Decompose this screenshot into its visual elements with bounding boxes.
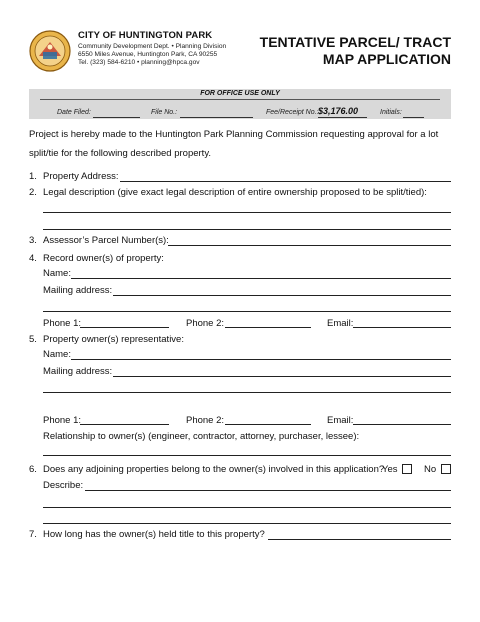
initials-label: Initials: <box>380 109 402 116</box>
org-address: 6550 Miles Avenue, Huntington Park, CA 90255 <box>78 51 218 58</box>
item-number: 2. <box>29 187 37 198</box>
date-filed-field[interactable] <box>93 117 140 118</box>
legal-description-label: Legal description (give exact legal description of entire ownership proposed to be split/tied): <box>43 187 427 198</box>
owner-phone2-label: Phone 2: <box>186 318 225 329</box>
owner-mailing-field-2[interactable] <box>43 311 451 312</box>
owner-name-label: Name: <box>43 268 71 279</box>
owner-email-field[interactable] <box>353 327 451 328</box>
rep-phone1-label: Phone 1: <box>43 415 82 426</box>
fee-field[interactable] <box>318 117 367 118</box>
file-no-label: File No.: <box>151 109 178 116</box>
apn-field[interactable] <box>168 245 451 246</box>
rep-email-label: Email: <box>327 415 354 426</box>
fee-value: $3,176.00 <box>318 106 359 116</box>
title-held-field[interactable] <box>268 539 451 540</box>
office-use-heading: FOR OFFICE USE ONLY <box>200 90 280 97</box>
owner-phone1-label: Phone 1: <box>43 318 82 329</box>
yes-label: Yes <box>382 464 398 475</box>
item-number: 1. <box>29 171 37 182</box>
item-number: 7. <box>29 529 37 540</box>
property-address-field[interactable] <box>120 181 451 182</box>
item-number: 4. <box>29 253 37 264</box>
legal-description-field-2[interactable] <box>43 229 451 230</box>
legal-description-field-1[interactable] <box>43 212 451 213</box>
adjoining-question-label: Does any adjoining properties belong to the owner(s) involved in this application? <box>43 464 385 475</box>
date-filed-label: Date Filed: <box>57 109 91 116</box>
describe-label: Describe: <box>43 480 84 491</box>
owner-mailing-label: Mailing address: <box>43 285 113 296</box>
item-number: 3. <box>29 235 37 246</box>
document-title <box>260 34 451 68</box>
rep-phone1-field[interactable] <box>80 424 169 425</box>
item-number: 6. <box>29 464 37 475</box>
relationship-field[interactable] <box>43 455 451 456</box>
no-label: No <box>424 464 437 475</box>
rep-mailing-field-1[interactable] <box>113 376 451 377</box>
apn-label: Assessor’s Parcel Number(s): <box>43 235 169 246</box>
rep-phone2-field[interactable] <box>225 424 311 425</box>
rep-name-label: Name: <box>43 349 71 360</box>
owner-name-field[interactable] <box>71 278 451 279</box>
rep-mailing-label: Mailing address: <box>43 366 113 377</box>
initials-field[interactable] <box>403 117 424 118</box>
property-address-label: Property Address: <box>43 171 119 182</box>
rep-phone2-label: Phone 2: <box>186 415 225 426</box>
rep-email-field[interactable] <box>353 424 451 425</box>
relationship-label: Relationship to owner(s) (engineer, contractor, attorney, purchaser, lessee): <box>43 431 360 442</box>
org-department: Community Development Dept. • Planning Division <box>78 43 227 50</box>
file-no-field[interactable] <box>180 117 253 118</box>
rep-mailing-field-2[interactable] <box>43 392 451 393</box>
describe-field-2[interactable] <box>43 507 451 508</box>
record-owner-label: Record owner(s) of property: <box>43 253 164 264</box>
no-checkbox[interactable] <box>441 464 451 474</box>
owner-mailing-field-1[interactable] <box>113 295 451 296</box>
owner-phone1-field[interactable] <box>80 327 169 328</box>
fee-label: Fee/Receipt No.: <box>266 109 319 116</box>
owner-phone2-field[interactable] <box>225 327 311 328</box>
describe-field-3[interactable] <box>43 523 451 524</box>
title-line-2: MAP APPLICATION <box>322 51 451 67</box>
city-seal-icon <box>29 30 71 72</box>
intro-paragraph: Project is hereby made to the Huntington Park Planning Commission requesting approval for a lot split/tie for the following described property. <box>29 129 439 159</box>
item-number: 5. <box>29 334 37 345</box>
describe-field-1[interactable] <box>85 490 451 491</box>
org-name: CITY OF HUNTINGTON PARK <box>78 30 213 41</box>
yes-checkbox[interactable] <box>402 464 412 474</box>
title-line-1: TENTATIVE PARCEL/ TRACT <box>259 34 451 50</box>
title-held-label: How long has the owner(s) held title to this property? <box>43 529 265 540</box>
office-divider <box>40 99 440 100</box>
rep-name-field[interactable] <box>71 359 451 360</box>
org-contact: Tel. (323) 584-6210 • planning@hpca.gov <box>78 59 200 66</box>
representative-label: Property owner(s) representative: <box>43 334 184 345</box>
owner-email-label: Email: <box>327 318 354 329</box>
